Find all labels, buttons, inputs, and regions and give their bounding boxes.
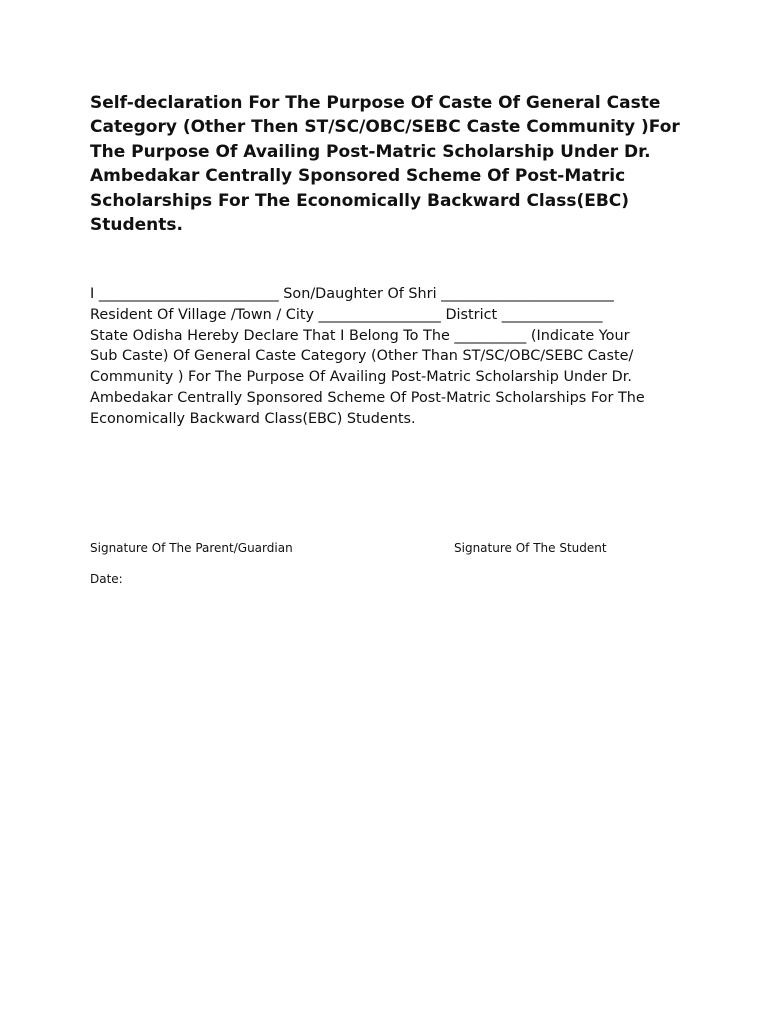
declaration-line: I _________________________ Son/Daughter Of Shri ________________________ (90, 286, 614, 302)
signature-student-label: Signature Of The Student (454, 541, 607, 555)
declaration-line: Community ) For The Purpose Of Availing Post-Matric Scholarship Under Dr. (90, 369, 632, 386)
declaration-line: Economically Backward Class(EBC) Students. (90, 410, 416, 427)
declaration-body (90, 284, 690, 430)
declaration-line: Ambedakar Centrally Sponsored Scheme Of Post-Matric Scholarships For The (90, 389, 645, 406)
date-label: Date: (90, 572, 123, 586)
declaration-line: Sub Caste) Of General Caste Category (Other Than ST/SC/OBC/SEBC Caste/ (90, 348, 634, 365)
signature-parent-label: Signature Of The Parent/Guardian (90, 541, 293, 555)
document-title: Self-declaration For The Purpose Of Caste Of General Caste Category (Other Then ST/SC/OBC/SEBC Caste Community )For The Purpose Of Availing Post-Matric Scholarship Under Dr. Ambedakar Centrally Sponsored Scheme Of Post-Matric Scholarships For The Economically Backward Class(EBC) Students. (90, 93, 680, 236)
declaration-line: State Odisha Hereby Declare That I Belong To The __________ (Indicate Your (90, 327, 630, 344)
declaration-line: Resident Of Village /Town / City _________________ District ______________ (90, 306, 603, 323)
